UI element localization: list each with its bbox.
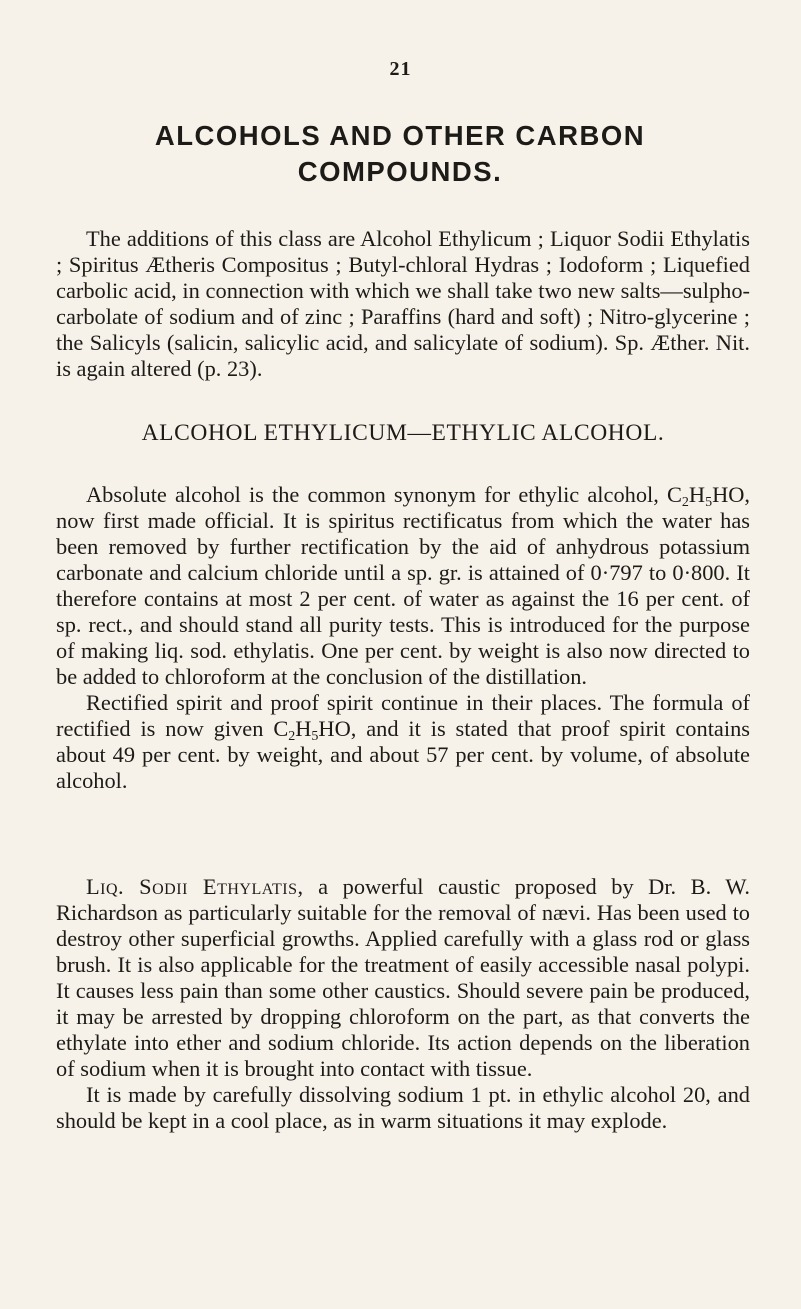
text-run: HO, and it is stated that proof spirit contains about 49 per cent. by weight, and about 57 per cent. by volume, of absolute alcohol.	[56, 716, 750, 793]
section-heading-alcohol-ethylicum: ALCOHOL ETHYLICUM—ETHYLIC ALCOHOL.	[141, 420, 665, 446]
alcohol-section	[56, 482, 750, 794]
chapter-title-line-1: ALCOHOLS AND OTHER CARBON	[154, 120, 646, 151]
liq-sodii-paragraph-1	[56, 874, 750, 1082]
intro-paragraph: The additions of this class are Alcohol Ethylicum ; Liquor Sodii Ethylatis ; Spiritus Ætheris Compositus ; Butyl-chloral Hydras ; Iodoform ; Liquefied carbolic acid, in connection with which we shall take two new salts—sulpho-carbolate of sodium and of zinc ; Paraffins (hard and soft) ; Nitro-glycerine ; the Salicyls (salicin, salicylic acid, and salicylate of sodium). Sp. Æther. Nit. is again altered (p. 23).	[56, 226, 750, 381]
intro-section	[56, 226, 750, 382]
subscript: 5	[311, 729, 319, 744]
text-run: a powerful caustic proposed by Dr. B. W. Richardson as particularly suitable for the removal of nævi. Has been used to destroy other superficial growths. Applied carefully with a glass rod or glass brush. It is also applicable for the treatment of easily accessible nasal polypi. It causes less pain than some other caustics. Should severe pain be produced, it may be arrested by dropping chloroform on the part, as that converts the ethylate into ether and sodium chloride. Its action depends on the liberation of sodium when it is brought into contact with tissue.	[56, 874, 750, 1081]
alcohol-paragraph-1	[56, 482, 750, 690]
liq-sodii-section	[56, 874, 750, 1134]
chapter-title-line-2: COMPOUNDS.	[297, 156, 503, 187]
text-run: Absolute alcohol is the common synonym for ethylic alcohol, C	[86, 482, 682, 507]
subscript: 2	[288, 729, 296, 744]
text-run: H	[688, 482, 706, 507]
text-run: H	[295, 716, 312, 741]
subscript: 2	[681, 495, 689, 510]
subscript: 5	[705, 495, 713, 510]
text-run: Rectified spirit and proof spirit continue in their places. The formula of rectified is now given C	[56, 690, 750, 741]
entry-lead: Liq. Sodii Ethylatis,	[86, 874, 304, 899]
text-run: HO, now first made official. It is spiritus rectificatus from which the water has been removed by further rectification by the aid of anhydrous potassium carbonate and calcium chloride until a sp. gr. is attained of 0·797 to 0·800. It therefore contains at most 2 per cent. of water as against the 16 per cent. of sp. rect., and should stand all purity tests. This is introduced for the purpose of making liq. sod. ethylatis. One per cent. by weight is also now directed to be added to chloroform at the conclusion of the distillation.	[56, 482, 750, 689]
chapter-title	[60, 118, 740, 190]
page-number: 21	[389, 58, 412, 80]
liq-sodii-paragraph-2: It is made by carefully dissolving sodium 1 pt. in ethylic alcohol 20, and should be kept in a cool place, as in warm situations it may explode.	[56, 1082, 750, 1133]
alcohol-paragraph-2	[56, 690, 750, 794]
